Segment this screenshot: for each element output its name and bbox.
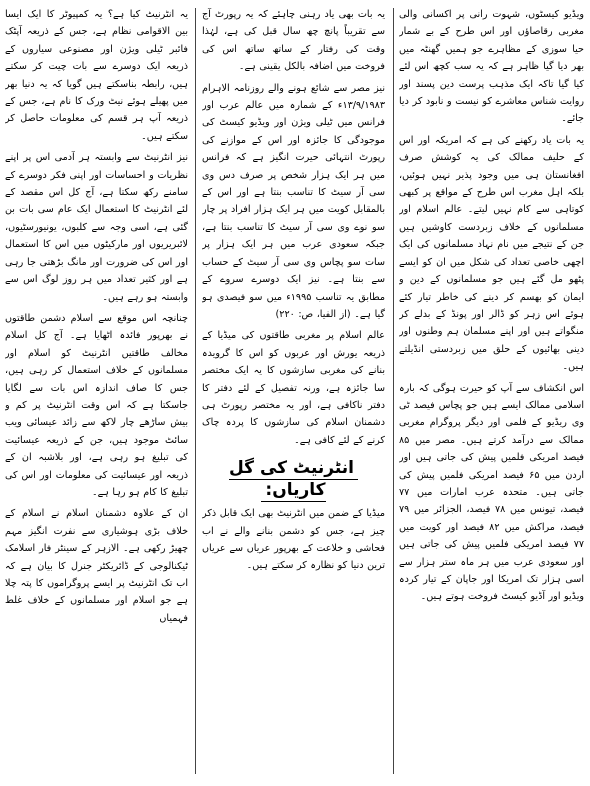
text-column-right [399, 6, 584, 778]
text-column-middle [202, 6, 385, 778]
paragraph: یہ بات یاد رکھنے کی ہے کہ امریکہ اور اس کے حلیف ممالک کی یہ کوشش صرف افغانستان ہی میں وجود پذیر نہیں ہوئیں، بلکہ اہل مغرب اس طرح کے مواقع پر کبھی کوتاہی سے کام نہیں لیتے۔ عالم اسلام اور مسلمانوں کے خلاف زبردست کاوشیں ہیں جن کے نتیجے میں نام نہاد مسلمانوں کی ایک اچھی خاصی تعداد کی شکل میں ان کو ایسے پٹھو مل گئے ہیں جو مسلمانوں کے دین و ایمان کو بھسم کر دینے کی خاطر تیار کئے ہوئے اس زہر کو ڈالر اور پونڈ کے بدلے کر منگواتے ہیں اور اپنے مسلمان ہم وطنوں اور دینی بھائیوں کے حلق میں زبردستی انڈیلتے ہیں۔ [399, 134, 584, 373]
text-column-left [5, 6, 188, 778]
paragraph: ان کے علاوہ دشمنان اسلام نے اسلام کے خلاف بڑی ہوشیاری سے نفرت انگیز مہم چھیڑ رکھی ہے۔ الازہر کے سینٹر فار اسلامک ٹیکنالوجی کے ڈائریکٹر جنرل کا بیان ہے کہ اب تک انٹرنیٹ پر ایسے پروگراموں کا پتہ چلا ہے جو اسلام اور مسلمانوں کے خلاف غلط فہمیاں [5, 508, 188, 624]
paragraph: ویڈیو کیسٹوں، شہوت رانی پر اکسانی والی مغربی رقاصاؤں اور اس طرح کے بے شمار حیا سوزی کے مظاہرے جو ہمیں گھنٹہ میں بھر دیا گیا ظاہر ہے کہ یہ سب کچھ اس لئے کیا گیا تاکہ ایک مذہب پرست دین پسند اور روایت شناس معاشرے کو نیست و نابود کر دیا جائے۔ [399, 9, 584, 125]
column-divider [195, 8, 196, 774]
paragraph: نیز انٹرنیٹ سے وابستہ ہر آدمی اس پر اپنے نظریات و احساسات اور اپنی فکر دوسرے کے سامنے رکھ سکتا ہے، آج کل اس مقصد کے لئے انٹرنیٹ کا استعمال ایک عام سی بات بن گئی ہے، اسی وجہ سے کلبوں، یونیورسٹیوں، لائبریریوں اور مارکیٹوں میں اس کا استعمال اور اس کی ضرورت اور مانگ بڑھتی جا رہی ہے اور کثیر تعداد میں ہر روز لوگ اس سے وابستہ ہو رہے ہیں۔ [5, 152, 188, 303]
section-heading-text: انٹرنیٹ کی گل کاریاں: [229, 458, 358, 502]
paragraph: عالم اسلام پر مغربی طاقتوں کی میڈیا کے ذریعہ یورش اور عربوں کو اس کا گرویدہ بنانے کی مغربی سازشوں کا یہ ایک مختصر سا جائزہ ہے، ورنہ تفصیل کے لئے دفتر کا دفتر ناکافی ہے، اور یہ مختصر رپورٹ ہی دشمنان اسلام کی سازشوں کا پردہ چاک کرنے کے لئے کافی ہے۔ [202, 330, 385, 446]
paragraph: چنانچہ اس موقع سے اسلام دشمن طاقتوں نے بھرپور فائدہ اٹھایا ہے۔ آج کل اسلام مخالف طاقتیں انٹرنیٹ کو اسلام اور مسلمانوں کے خلاف استعمال کر رہی ہیں، جس کا صاف اندازہ اس بات سے لگایا جاسکتا ہے کہ اس وقت انٹرنیٹ پر کم و بیش ساڑھے چار لاکھ سے زائد عیسائی ویب سائٹ موجود ہیں، جن کے ذریعہ عیسائیت کی تبلیغ ہو رہی ہے، اور بلاشبہ ان کے ذریعہ اور عیسائیت کی معلومات اور اس کی تبلیغ کا کام ہو رہا ہے۔ [5, 312, 188, 498]
paragraph: میڈیا کے ضمن میں انٹرنیٹ بھی ایک قابل ذکر چیز ہے، جس کو دشمن بنانے والے نے اب فحاشی و خلاعت کے بھرپور عریاں سے عریاں ترین دنیا کو نظارہ کر سکتے ہیں۔ [202, 508, 385, 572]
section-heading [202, 457, 385, 501]
paragraph: یہ بات بھی یاد رہنی چاہئے کہ یہ رپورٹ آج سے تقریباً پانچ چھ سال قبل کی ہے، لہٰذا وقت کی رفتار کے ساتھ ساتھ اس کی فروخت میں اضافہ بالکل یقینی ہے۔ [202, 9, 385, 73]
paragraph: اس انکشاف سے آپ کو حیرت ہوگی کہ بارہ اسلامی ممالک ایسے ہیں جو پچاس فیصد ٹی وی ریڈیو کے فلمی اور دیگر پروگرام مغربی ممالک سے درآمد کرتے ہیں۔ مصر میں ۸۵ فیصد امریکی فلمیں پیش کی جاتی ہیں اور اردن میں ۶۵ فیصد امریکی فلمیں پیش کی جاتی ہیں۔ متحدہ عرب امارات میں ۷۷ فیصد، تیونس میں ۷۸ فیصد، الجزائر میں ۷۹ فیصد، مراکش میں ۸۲ فیصد اور کویت میں ۷۷ فیصد امریکی فلمیں پیش کی جاتی ہیں اور سعودی عرب میں ہر ماہ ستر ہزار سے اسی ہزار تک امریکا اور جاپان کے تیار کردہ ویڈیو اور آڈیو کیسٹ فروخت ہوتے ہیں۔ [399, 382, 584, 603]
paragraph: یہ انٹرنیٹ کیا ہے؟ یہ کمپیوٹر کا ایک ایسا بین الاقوامی نظام ہے، جس کے ذریعہ آپٹک فائبر ٹیلی ویژن اور مصنوعی سیاروں کے ذریعہ ایک دوسرے سے بات چیت کر سکتے ہیں، رابطہ بناسکتے ہیں گویا کہ یہ دنیا بھر میں پھیلے ہوئے نیٹ ورک کا نام ہے، جس کے ذریعہ آپ ہر قسم کی معلومات حاصل کر سکتے ہیں۔ [5, 9, 188, 142]
column-divider [393, 8, 394, 774]
paragraph: نیز مصر سے شائع ہونے والے روزنامہ الاہرام ۱۳/۹/۱۹۸۳ء کے شمارہ میں عالم عرب اور فرانس میں ٹیلی ویژن اور ویڈیو کیسٹ کی موجودگی کا جائزہ اور اس کے موازنے کی رپورٹ انتہائی حیرت انگیز ہے کہ فرانس میں ہر ایک ہزار شخص پر صرف دس وی سی آر سیٹ کا تناسب بنتا ہے اور اس کے بالمقابل کویت میں ہر ایک ہزار افراد پر چار سو نوے وی سی آر سیٹ کا تناسب بنتا ہے، جبکہ سعودی عرب میں ہر ایک ہزار پر سات سو پچاس وی سی آر سیٹ کے حساب سے بنتا ہے۔ نیز ایک دوسرے سروے کے مطابق یہ تناسب ۱۹۹۵ء میں سو فیصدی ہو گیا ہے۔ (از الفیا، ص: ۲۲۰) [202, 82, 385, 320]
